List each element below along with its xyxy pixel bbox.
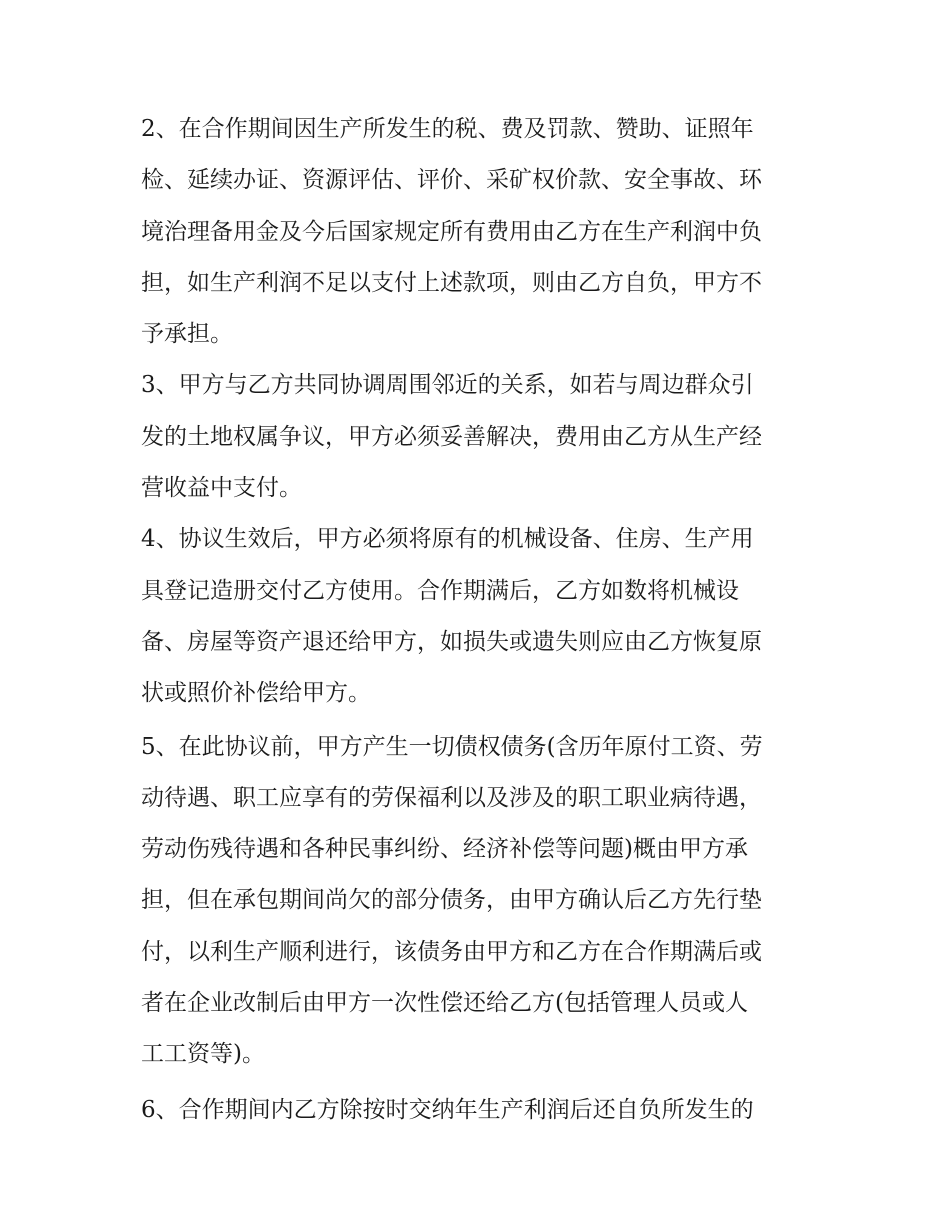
text-line: 予承担。 <box>141 321 233 348</box>
text-line: 境治理备用金及今后国家规定所有费用由乙方在生产利润中负 <box>141 218 762 245</box>
text-line: 动待遇、职工应享有的劳保福利以及涉及的职工职业病待遇， <box>141 784 762 811</box>
text-line: 发的土地权属争议，甲方必须妥善解决，费用由乙方从生产经 <box>141 423 762 450</box>
text-line: 状或照价补偿给甲方。 <box>141 680 371 707</box>
clause-4-paragraph <box>141 514 821 719</box>
clause-5-paragraph <box>141 722 821 1081</box>
text-line: 6、合作期间内乙方除按时交纳年生产利润后还自负所发生的 <box>141 1096 754 1123</box>
text-line: 担，如生产利润不足以支付上述款项，则由乙方自负，甲方不 <box>141 269 762 296</box>
text-line: 工工资等)。 <box>141 1041 265 1068</box>
text-line: 劳动伤残待遇和各种民事纠纷、经济补偿等问题)概由甲方承 <box>141 836 748 863</box>
text-line: 者在企业改制后由甲方一次性偿还给乙方(包括管理人员或人 <box>141 990 748 1017</box>
clause-3-paragraph <box>141 360 821 514</box>
text-line: 4、协议生效后，甲方必须将原有的机械设备、住房、生产用 <box>141 526 754 553</box>
text-line: 检、延续办证、资源评估、评价、采矿权价款、安全事故、环 <box>141 167 762 194</box>
text-line: 担，但在承包期间尚欠的部分债务，由甲方确认后乙方先行垫 <box>141 887 762 914</box>
text-line: 2、在合作期间因生产所发生的税、费及罚款、赞助、证照年 <box>141 116 754 142</box>
clause-2-paragraph <box>141 104 821 360</box>
text-line: 5、在此协议前，甲方产生一切债权债务(含历年原付工资、劳 <box>141 733 763 760</box>
document-body <box>141 104 821 1136</box>
text-line: 3、甲方与乙方共同协调周围邻近的关系，如若与周边群众引 <box>141 372 754 399</box>
text-line: 备、房屋等资产退还给甲方，如损失或遗失则应由乙方恢复原 <box>141 628 762 655</box>
text-line: 具登记造册交付乙方使用。合作期满后，乙方如数将机械设 <box>141 577 739 604</box>
text-line: 付，以利生产顺利进行，该债务由甲方和乙方在合作期满后或 <box>141 938 762 965</box>
clause-6-paragraph <box>141 1085 821 1136</box>
text-line: 营收益中支付。 <box>141 475 302 502</box>
